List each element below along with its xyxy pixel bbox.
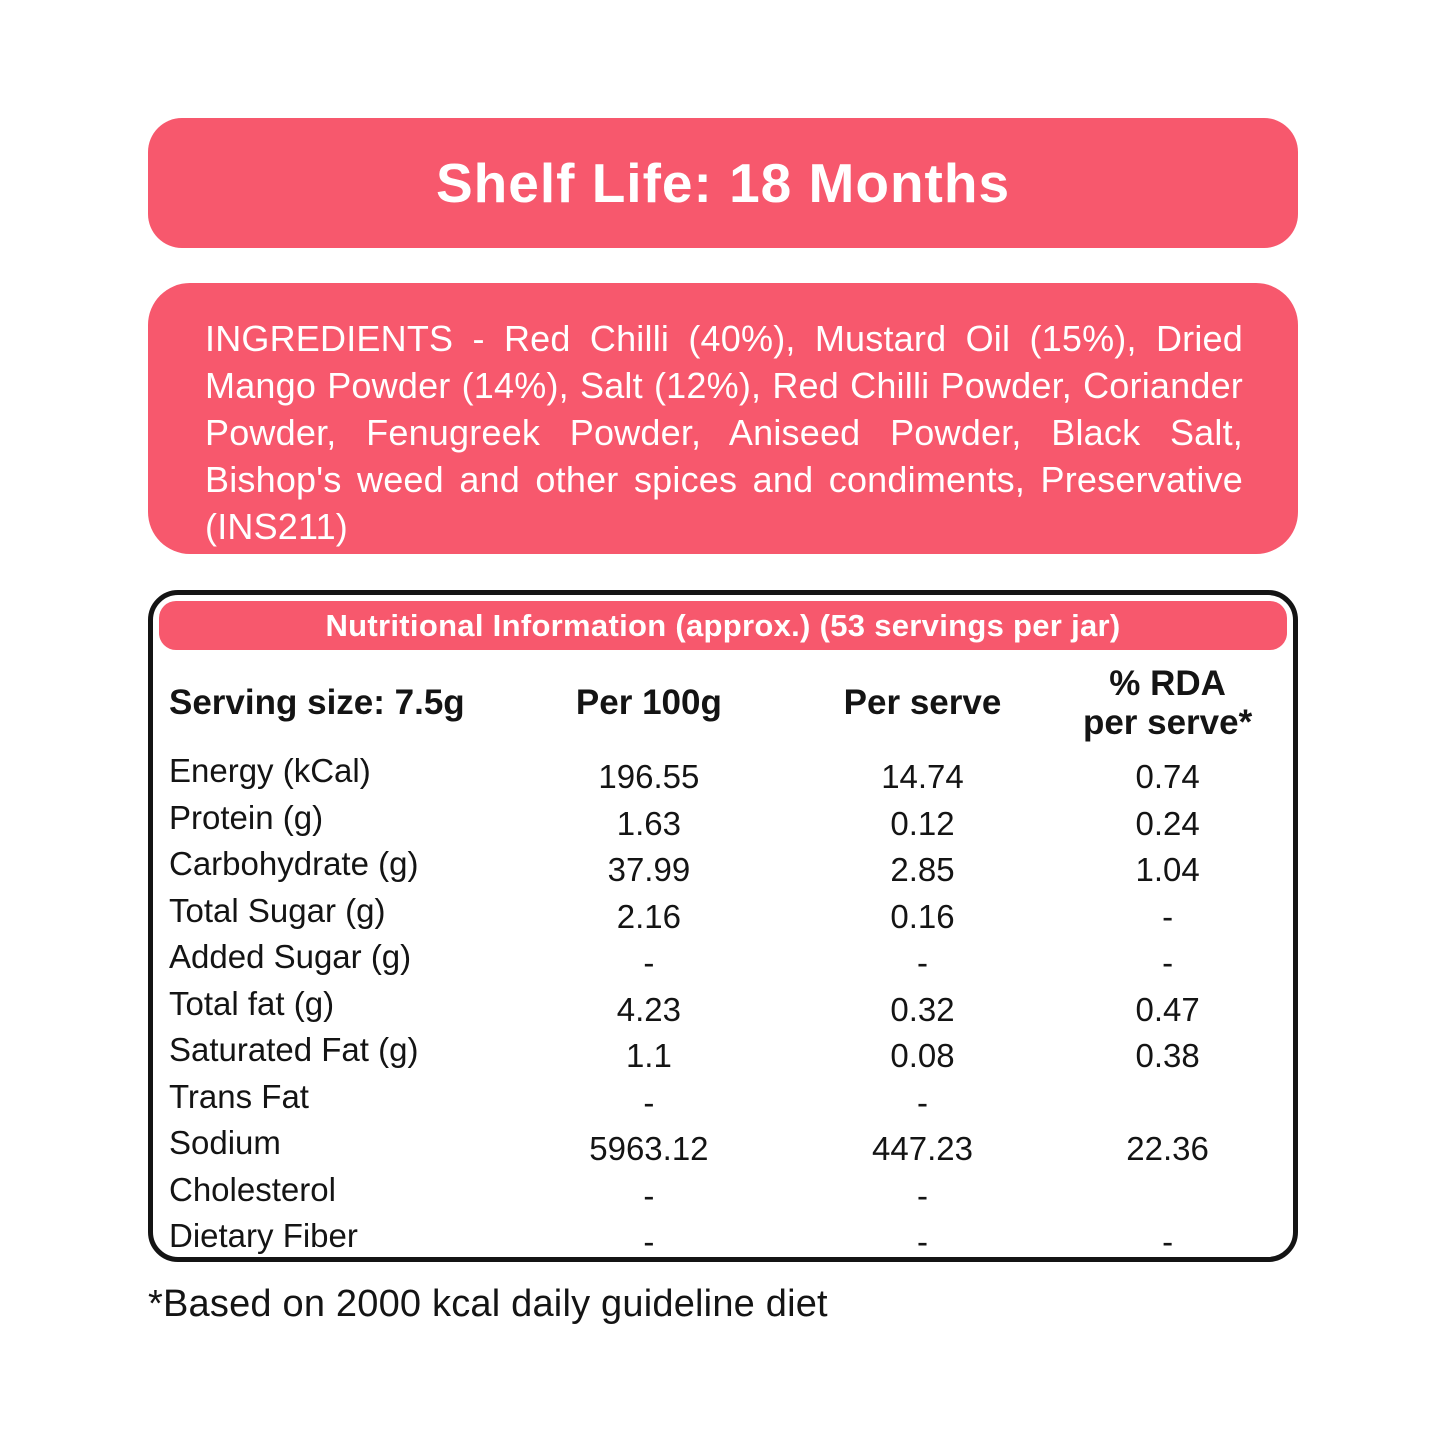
nutrition-rows — [153, 748, 1293, 1260]
value-per-100g: - — [643, 1083, 655, 1121]
value-per-serve: 0.08 — [890, 1037, 955, 1075]
column-header-serving-size: Serving size: 7.5g — [169, 683, 465, 722]
ingredients-panel — [148, 283, 1298, 554]
column-header-per-100g: Per 100g — [575, 683, 722, 722]
nutrition-table-title: Nutritional Information (approx.) (53 servings per jar) — [325, 607, 1121, 643]
table-row — [153, 888, 1293, 935]
row-label: Cholesterol — [169, 1170, 336, 1208]
column-header-rda — [1042, 664, 1293, 742]
value-per-serve: 0.32 — [890, 990, 955, 1028]
row-label: Total fat (g) — [169, 984, 335, 1022]
nutrition-column-headers — [153, 660, 1293, 746]
column-header-per-serve: Per serve — [843, 683, 1002, 722]
value-per-100g: - — [643, 1223, 655, 1261]
table-row — [153, 795, 1293, 842]
value-rda-per-serve: - — [1162, 897, 1174, 935]
shelf-life-title: Shelf Life: 18 Months — [435, 152, 1011, 214]
value-per-100g: 196.55 — [598, 758, 700, 796]
row-label: Dietary Fiber — [169, 1217, 358, 1255]
row-label: Sodium — [169, 1124, 281, 1162]
rda-footnote: *Based on 2000 kcal daily guideline diet — [148, 1283, 828, 1325]
value-per-serve: - — [916, 1176, 928, 1214]
value-rda-per-serve: 0.47 — [1135, 990, 1200, 1028]
row-label: Trans Fat — [169, 1077, 309, 1115]
ingredients-text: INGREDIENTS - Red Chilli (40%), Mustard Oil (15%), Dried Mango Powder (14%), Salt (12%), Red Chilli Powder, Coriander Powder, Fenugreek Powder, Aniseed Powder, Black Salt, Bishop's weed and other spices and condiments, Preservative (INS211) — [205, 318, 1243, 547]
table-row — [153, 1027, 1293, 1074]
table-row — [153, 934, 1293, 981]
value-rda-per-serve: - — [1162, 1223, 1174, 1261]
value-per-100g: 4.23 — [616, 990, 682, 1028]
value-per-100g: 37.99 — [607, 851, 691, 889]
column-header-rda-line2: per serve* — [1082, 703, 1253, 742]
value-per-serve: - — [916, 944, 928, 982]
value-rda-per-serve: - — [1162, 944, 1174, 982]
value-per-serve: 0.16 — [890, 897, 955, 935]
value-per-100g: - — [643, 1176, 655, 1214]
row-label: Energy (kCal) — [169, 752, 371, 790]
value-per-serve: - — [916, 1083, 928, 1121]
table-row — [153, 1167, 1293, 1214]
row-label: Saturated Fat (g) — [169, 1031, 419, 1069]
value-per-serve: 0.12 — [890, 804, 955, 842]
value-rda-per-serve: 22.36 — [1126, 1130, 1209, 1168]
table-row — [153, 1213, 1293, 1260]
value-per-100g: 5963.12 — [589, 1130, 709, 1168]
value-per-100g: 2.16 — [616, 897, 682, 935]
value-rda-per-serve: 0.38 — [1135, 1037, 1200, 1075]
value-rda-per-serve: 1.04 — [1135, 851, 1200, 889]
table-row — [153, 1074, 1293, 1121]
value-per-100g: 1.1 — [625, 1037, 672, 1075]
value-rda-per-serve: 0.24 — [1135, 804, 1200, 842]
table-row — [153, 841, 1293, 888]
row-label: Protein (g) — [169, 798, 324, 836]
value-per-100g: - — [643, 944, 655, 982]
value-per-100g: 1.63 — [616, 804, 682, 842]
value-per-serve: - — [916, 1223, 928, 1261]
value-rda-per-serve: 0.74 — [1135, 758, 1200, 796]
value-per-serve: 2.85 — [890, 851, 955, 889]
column-header-rda-line1: % RDA — [1109, 664, 1226, 703]
value-per-serve: 447.23 — [872, 1130, 973, 1168]
value-per-serve: 14.74 — [881, 758, 964, 796]
row-label: Added Sugar (g) — [169, 938, 412, 976]
nutrition-table-header-bar — [159, 601, 1287, 650]
row-label: Total Sugar (g) — [169, 891, 386, 929]
table-row — [153, 981, 1293, 1028]
nutrition-table — [148, 590, 1298, 1262]
table-row — [153, 748, 1293, 795]
row-label: Carbohydrate (g) — [169, 845, 419, 883]
shelf-life-banner — [148, 118, 1298, 248]
table-row — [153, 1120, 1293, 1167]
